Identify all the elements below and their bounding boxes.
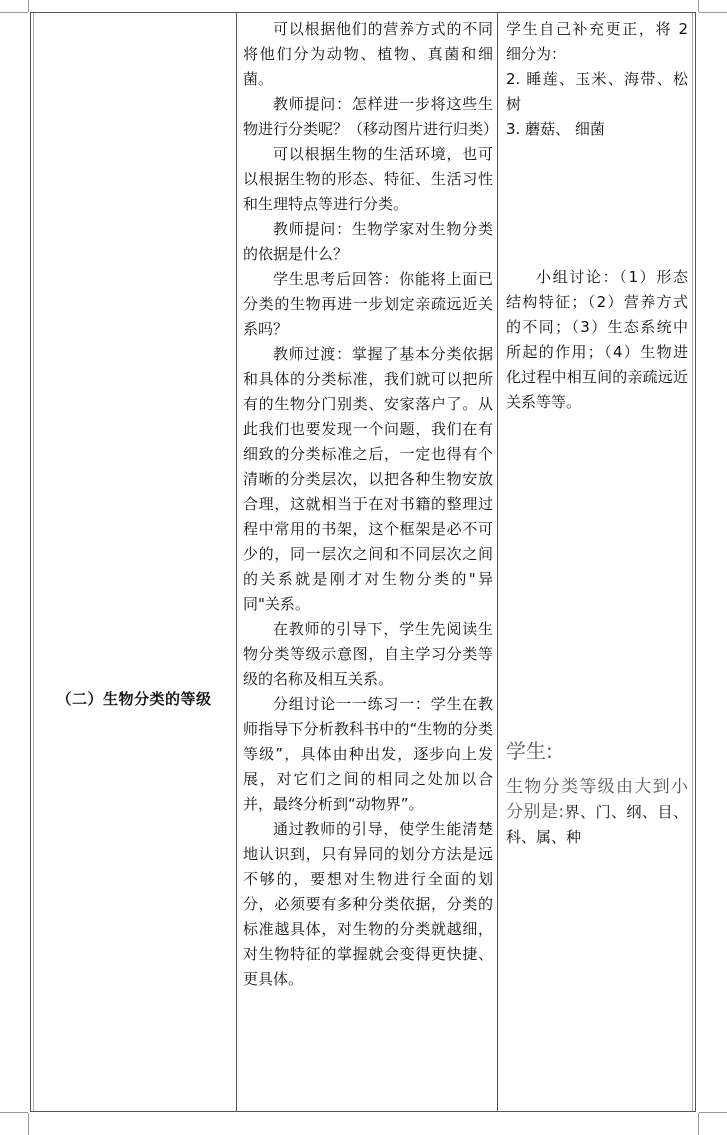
teacher-paragraph: 可以根据生物的生活环境，也可以根据生物的形态、特征、生活习性和生理特点等进行分类。 [243, 145, 493, 213]
teacher-paragraph: 在教师的引导下，学生先阅读生物分类等级示意图，自主学习分类等级的名称及相互关系。 [243, 620, 493, 688]
lesson-table [30, 12, 696, 1112]
teacher-paragraph: 可以根据他们的营养方式的不同将他们分为动物、植物、真菌和细菌。 [243, 20, 493, 88]
student-supplement-block [506, 17, 688, 142]
teacher-paragraph: 学生思考后回答：你能将上面已分类的生物再进一步划定亲疏远近关系吗？ [243, 270, 493, 338]
crop-mark-bottom-right-h [699, 1112, 727, 1113]
crop-mark-bottom-left-h [0, 1112, 28, 1113]
crop-mark-top-right-v [698, 0, 699, 12]
teacher-paragraph: 通过教师的引导，使学生能清楚地认识到，只有异同的划分方法是远不够的，要想对生物进行全面的划分，必须要有多种分类依据，分类的标准越具体，对生物的分类就越细，对生物特征的掌握就会变得更快捷、更具体。 [243, 820, 493, 988]
student-intro: 学生自己补充更正，将 2 细分为： [506, 20, 688, 63]
crop-mark-top-left-h [0, 12, 28, 13]
group-discussion-block [506, 265, 688, 415]
crop-mark-bottom-left-v [28, 1113, 29, 1135]
crop-mark-bottom-right-v [698, 1113, 699, 1135]
section-title: （二）生物分类的等级 [56, 690, 212, 708]
student-levels-block [506, 737, 688, 850]
levels-list: 界、门、纲、目、科、属、种 [506, 803, 688, 846]
student-activity-cell [499, 13, 694, 1111]
teacher-paragraph: 教师提问：生物学家对生物分类的依据是什么？ [243, 220, 493, 263]
student-item-2: 2. 睡莲、玉米、海带、松树 [506, 70, 688, 113]
classification-levels [506, 775, 688, 850]
teacher-paragraph: 教师提问：怎样进一步将这些生物进行分类呢？（移动图片进行归类） [243, 95, 499, 138]
crop-mark-top-right-h [699, 12, 727, 13]
teacher-paragraph: 教师过渡：掌握了基本分类依据和具体的分类标准，我们就可以把所有的生物分门别类、安家落户了。从此我们也要发现一个问题，我们在有细致的分类标准之后，一定也得有个清晰的分类层次，以把各种生物安放合理，这就相当于在对书籍的整理过程中常用的书架，这个框架是必不可少的，同一层次之间和不同层次之间的关系就是刚才对生物分类的"异同"关系。 [243, 345, 493, 613]
group-discussion: 小组讨论：（1）形态结构特征；（2）营养方式的不同；（3）生态系统中所起的作用；（4）生物进化过程中相互间的亲疏远近关系等等。 [506, 268, 688, 411]
section-cell [31, 13, 237, 1111]
student-label: 学生: [506, 739, 553, 763]
crop-mark-top-left-v [28, 0, 29, 12]
teacher-paragraph: 分组讨论一一练习一：学生在教师指导下分析教科书中的“生物的分类等级”，具体由种出发，逐步向上发展，对它们之间的相同之处加以合并，最终分析到“动物界”。 [243, 695, 493, 813]
levels-lead: 生物分类等级由大到小分别是: [506, 777, 688, 822]
student-item-3: 3. 蘑菇、 细菌 [506, 120, 605, 138]
teacher-activity-cell [237, 13, 499, 1111]
